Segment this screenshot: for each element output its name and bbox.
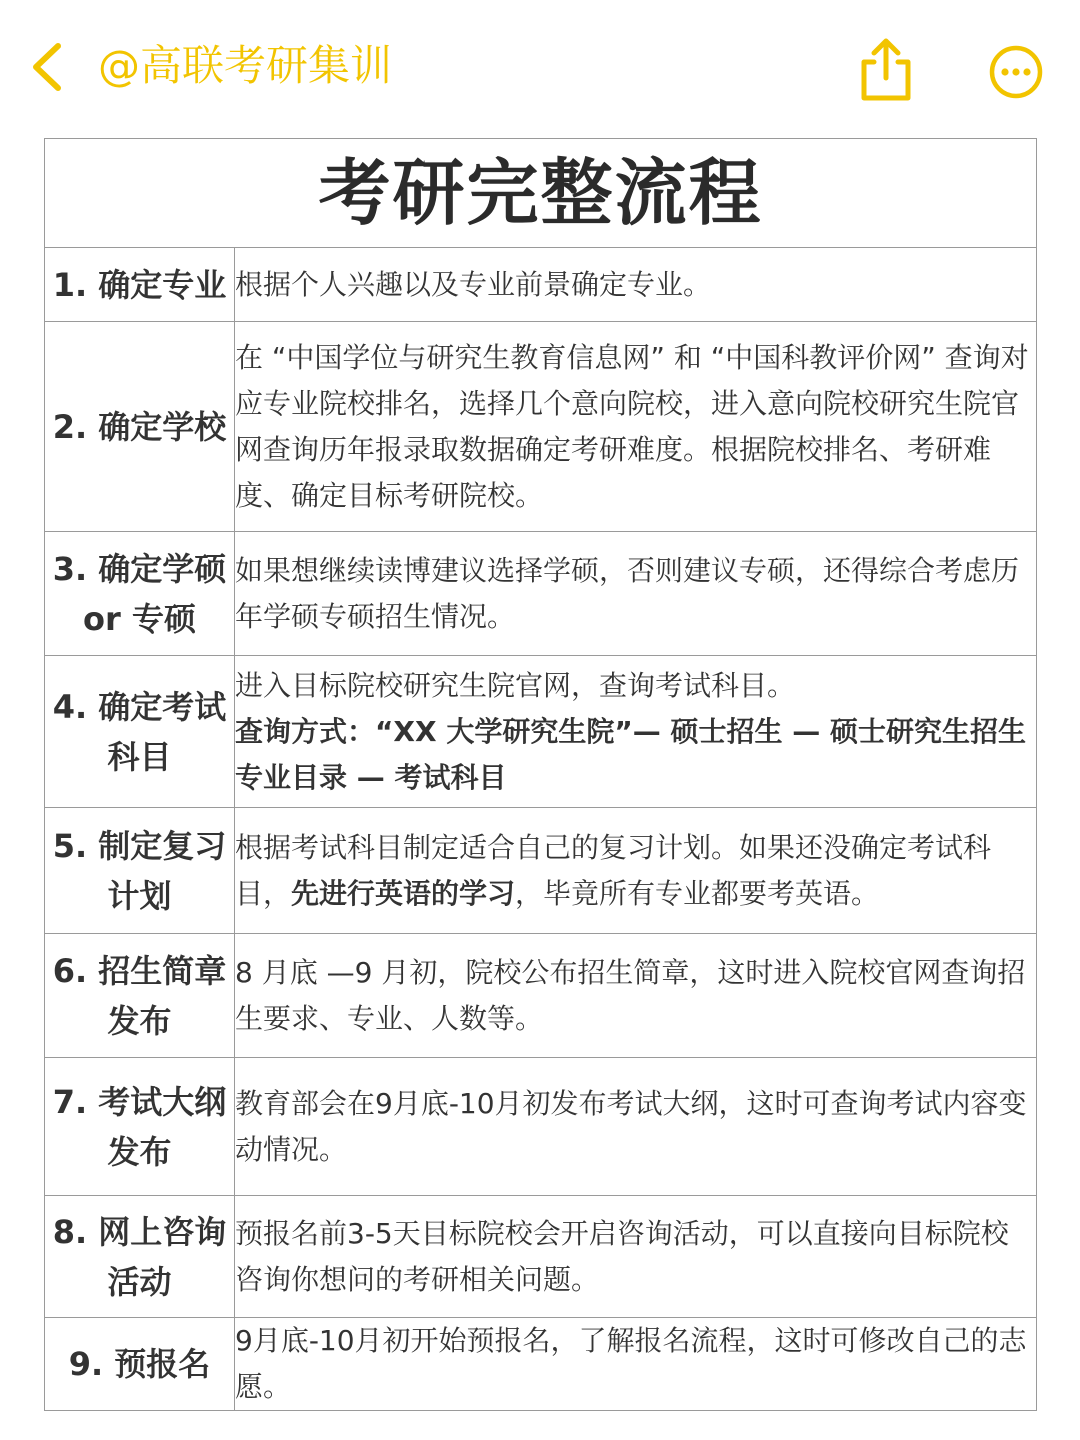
- more-icon[interactable]: [988, 44, 1044, 100]
- page-title: 考研完整流程: [318, 151, 763, 235]
- step-description-text: 根据考试科目制定适合自己的复习计划。如果还没确定考试科目，: [235, 830, 992, 910]
- table-row: [45, 322, 1037, 532]
- step-label: 8. 网上咨询活动: [45, 1196, 235, 1318]
- step-description: 教育部会在9月底-10月初发布考试大纲，这时可查询考试内容变动情况。: [235, 1058, 1037, 1196]
- share-icon[interactable]: [856, 36, 916, 102]
- table-row: [45, 934, 1037, 1058]
- title-row: [45, 139, 1037, 248]
- process-table: [44, 138, 1037, 1411]
- step-description: 9月底-10月初开始预报名，了解报名流程，这时可修改自己的志愿。: [235, 1318, 1037, 1411]
- step-description: 在 “中国学位与研究生教育信息网” 和 “中国科教评价网” 查询对应专业院校排名，选择几个意向院校，进入意向院校研究生院官网查询历年报录取数据确定考研难度。根据院校排名、考研难度、确定目标考研院校。: [235, 322, 1037, 532]
- step-label: 3. 确定学硕 or 专硕: [45, 532, 235, 656]
- table-row: [45, 1058, 1037, 1196]
- table-row: [45, 248, 1037, 322]
- table-row: [45, 1196, 1037, 1318]
- step-label: 4. 确定考试科目: [45, 656, 235, 808]
- query-method: 查询方式：“XX 大学研究生院”— 硕士招生 — 硕士研究生招生专业目录 — 考试科目: [235, 714, 1026, 794]
- step-description: [235, 656, 1037, 808]
- table-row: [45, 1318, 1037, 1411]
- step-description: 8 月底 —9 月初，院校公布招生简章，这时进入院校官网查询招生要求、专业、人数等。: [235, 934, 1037, 1058]
- step-label: 5. 制定复习计划: [45, 808, 235, 934]
- step-label: 6. 招生简章发布: [45, 934, 235, 1058]
- table-row: [45, 532, 1037, 656]
- step-description: 预报名前3-5天目标院校会开启咨询活动，可以直接向目标院校咨询你想问的考研相关问题。: [235, 1196, 1037, 1318]
- step-description: 如果想继续读博建议选择学硕，否则建议专硕，还得综合考虑历年学硕专硕招生情况。: [235, 532, 1037, 656]
- step-description: [235, 808, 1037, 934]
- account-name[interactable]: @高联考研集训: [98, 41, 393, 90]
- step-label: 9. 预报名: [45, 1318, 235, 1411]
- table-row: [45, 808, 1037, 934]
- top-bar: [0, 0, 1080, 130]
- step-label: 1. 确定专业: [45, 248, 235, 322]
- back-arrow-icon[interactable]: [26, 40, 70, 94]
- step-description: 根据个人兴趣以及专业前景确定专业。: [235, 248, 1037, 322]
- step-label: 7. 考试大纲发布: [45, 1058, 235, 1196]
- step-description-text: ，毕竟所有专业都要考英语。: [515, 876, 880, 910]
- highlight-text: 先进行英语的学习: [291, 876, 516, 910]
- table-row: [45, 656, 1037, 808]
- step-description-text: 进入目标院校研究生院官网，查询考试科目。: [235, 668, 796, 702]
- step-label: 2. 确定学校: [45, 322, 235, 532]
